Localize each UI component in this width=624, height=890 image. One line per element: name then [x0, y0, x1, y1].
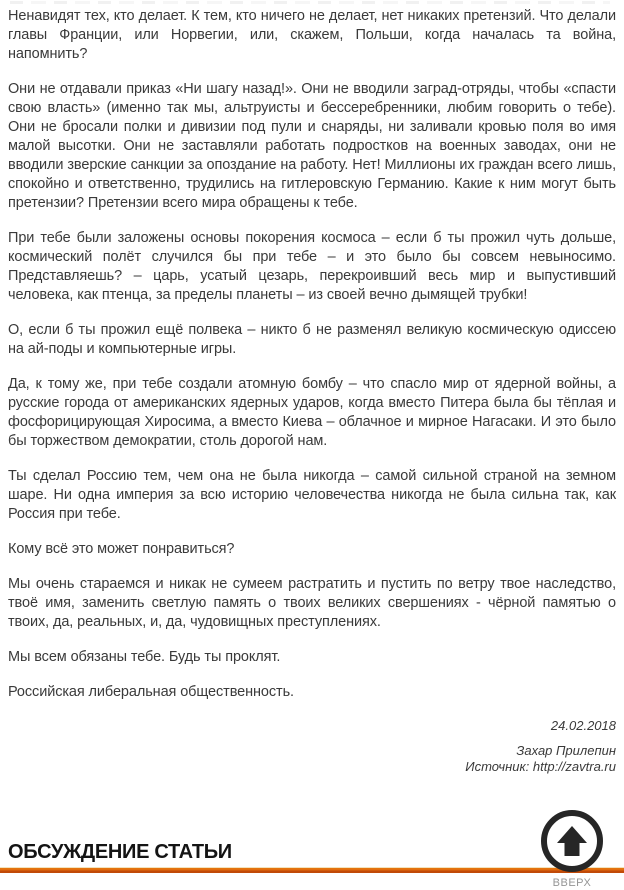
article-paragraph: Мы всем обязаны тебе. Будь ты проклят. [8, 649, 281, 665]
accent-divider [0, 867, 624, 873]
article-paragraph: Мы очень стараемся и никак не сумеем растратить и пустить по ветру твое наследство, твоё имя, заменить светлую память о твоих великих свершениях - чёрной памятью о твоих, да, реальных, и, да, чудовищных преступлениях. [8, 576, 616, 630]
article-paragraph: О, если б ты прожил ещё полвека – никто б не разменял великую космическую одиссею на ай-поды и компьютерные игры. [8, 322, 616, 357]
article-paragraph: Да, к тому же, при тебе создали атомную бомбу – что спасло мир от ядерной войны, а русские города от американских ядерных ударов, когда вместо Питера была бы тёплая и фосфорицирующая Хиросима, а вместо Киева – облачное и мирное Нагасаки. И это было бы торжеством демократии, столь дорогой нам. [8, 376, 616, 449]
discussion-footer [0, 804, 624, 890]
scroll-to-top-button[interactable] [541, 810, 603, 872]
article-paragraph: Российская либеральная общественность. [8, 684, 294, 700]
article-date: 24.02.2018 [550, 718, 616, 733]
article-paragraph: Они не отдавали приказ «Ни шагу назад!». Они не вводили заград-отряды, чтобы «спасти свою власть» (именно так мы, альтруисты и бессеребренники, любим говорить о тебе). Они не бросали полки и дивизии под пули и снаряды, ни заливали кровью поля во имя малой высотки. Они не заставляли работать подростков на военных заводах, они не вводили зверские санкции за опоздание на работу. Нет! Миллионы их граждан всего лишь, спокойно и ответственно, трудились на гитлеровскую Германию. Какие к ним могут быть претензии? Претензии всего мира обращены к тебе. [8, 81, 616, 211]
article-author: Захар Прилепин [516, 743, 616, 758]
arrow-up-icon [555, 824, 589, 858]
scroll-to-top-label: ВВЕРХ [552, 877, 592, 889]
cropped-text-artifact [10, 1, 610, 4]
article-paragraph: Ты сделал Россию тем, чем она не была никогда – самой сильной страной на земном шаре. Ни одна империя за всю историю человечества никогда не была сильна так, как Россия при тебе. [8, 468, 616, 522]
article-paragraph: При тебе были заложены основы покорения космоса – если б ты прожил чуть дольше, космический полёт случился бы при тебе – и это было бы совсем невыносимо. Представляешь? – царь, усатый цезарь, перекроивший весь мир и выпустивший человека, как птенца, за пределы планеты – из своей вечно дымящей трубки! [8, 230, 616, 303]
article-paragraph: Кому всё это может понравиться? [8, 541, 235, 557]
article-body [8, 7, 616, 775]
article-meta [8, 718, 616, 775]
discussion-section-title: ОБСУЖДЕНИЕ СТАТЬИ [8, 841, 232, 863]
article-paragraph: Ненавидят тех, кто делает. К тем, кто ничего не делает, нет никаких претензий. Что делали главы Франции, или Норвегии, или, скажем, Польши, когда началась та война, напомнить? [8, 8, 616, 62]
article-source: Источник: http://zavtra.ru [465, 759, 616, 774]
